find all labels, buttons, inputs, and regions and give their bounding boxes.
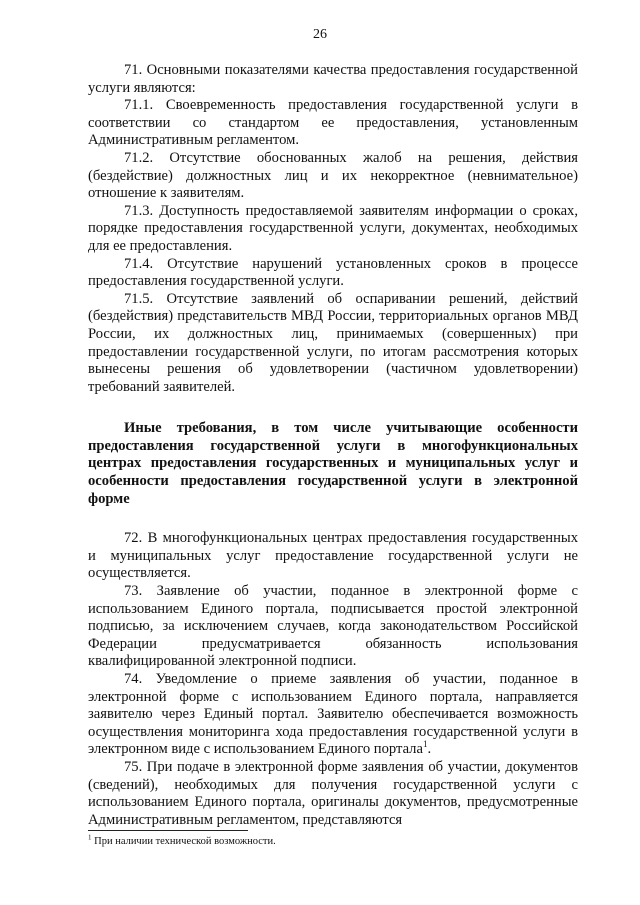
paragraph-71-3: 71.3. Доступность предоставляемой заявителям информации о сроках, порядке предоставления государственной услуги, документах, необходимых для ее предоставления. (88, 202, 578, 254)
spacer (88, 508, 578, 530)
paragraph-71-4: 71.4. Отсутствие нарушений установленных сроков в процессе предоставления государственной услуги. (88, 255, 578, 290)
footnote-text: При наличии технической возможности. (94, 836, 276, 847)
page-number: 26 (313, 27, 327, 42)
footnote-ref: 1 (422, 739, 428, 750)
paragraph-74: 74. Уведомление о приеме заявления об участии, поданное в электронной форме с использованием Единого портала, направляется заявителю через Единый портал. Заявителю обеспечивается возможность осуществления мониторинга хода предоставления государственной услуги в электронном виде с использованием Единого портала$^1$. (88, 671, 578, 758)
footnote (88, 833, 578, 847)
paragraph-71-2: 71.2. Отсутствие обоснованных жалоб на решения, действия (бездействие) должностных лиц и их некорректное (невнимательное) отношение к заявителям. (88, 149, 578, 202)
paragraph-73: 73. Заявление об участии, поданное в электронной форме с использованием Единого портала, подписывается простой электронной подписью, за исключением случаев, когда законодательством Российской Федерации предусматривается обязанность использования квалифицированной электронной подписи. (88, 583, 578, 670)
footnote-number: 1 (88, 833, 92, 842)
paragraph-72: 72. В многофункциональных центрах предоставления государственных и муниципальных услуг предоставление государственной услуги не осуществляется. (88, 530, 578, 582)
section-heading: Иные требования, в том числе учитывающие особенности предоставления государственной услуги в многофункциональных центрах предоставления государственных и муниципальных услуг и особенности предоставления государственной услуги в электронной форме (88, 420, 578, 507)
paragraph-75: 75. При подаче в электронной форме заявления об участии, документов (сведений), необходимых для получения государственной услуги с использованием Единого портала, оригиналы документов, предусмотренные Административным регламентом, представляются (88, 758, 578, 828)
paragraph-71-5: 71.5. Отсутствие заявлений об оспаривании решений, действий (бездействия) представительств МВД России, территориальных органов МВД России, их должностных лиц, принимаемых (совершенных) при предоставлении государственной услуги, по итогам рассмотрения которых вынесены решения об удовлетворении (частичном удовлетворении) требований заявителей. (88, 290, 578, 395)
paragraph-71: 71. Основными показателями качества предоставления государственной услуги являются: (88, 62, 578, 96)
footnote-divider (88, 830, 248, 831)
paragraph-74-text: 74. Уведомление о приеме заявления об участии, поданное в электронной форме с использованием Единого портала, направляется заявителю через Единый портал. Заявителю обеспечивается возможность осуществления мониторинга хода предоставления государственной услуги в электронном виде с использованием Единого портала (88, 671, 578, 758)
paragraph-71-1: 71.1. Своевременность предоставления государственной услуги в соответствии со стандартом ее предоставления, установленным Административным регламентом. (88, 97, 578, 149)
page-body (88, 62, 578, 829)
